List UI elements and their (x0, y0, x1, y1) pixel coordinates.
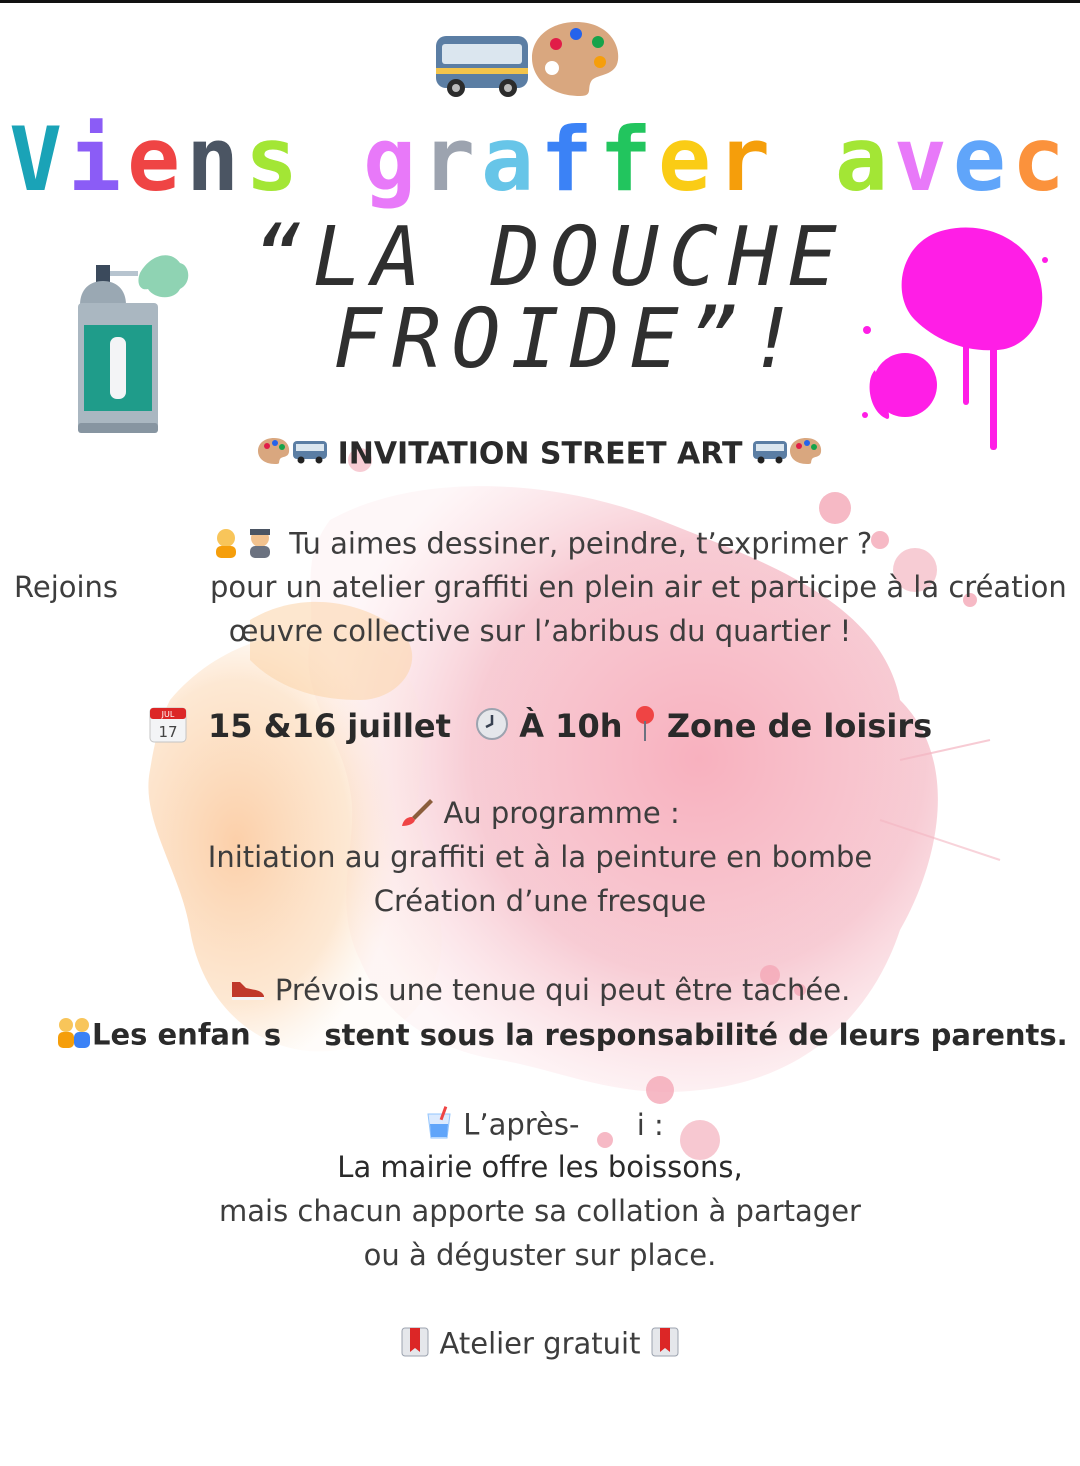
palette-icon (528, 18, 623, 100)
program-heading: Au programme : (443, 796, 680, 830)
bus-icon (752, 438, 788, 473)
intro-line-1: Tu aimes dessiner, peindre, t’exprimer ? (289, 526, 873, 561)
invitation-heading: INVITATION STREET ART (337, 436, 743, 472)
title-letter: r (716, 108, 776, 211)
title-letter: e (127, 108, 187, 211)
book-icon (400, 1326, 430, 1365)
title-line-1 (0, 108, 1080, 211)
program-heading-row (0, 796, 1080, 834)
bus-icon (432, 30, 532, 100)
intro-line-3: œuvre collective sur l’abribus du quartier ! (228, 614, 852, 648)
pin-icon (633, 705, 657, 751)
paintbrush-icon (400, 797, 434, 834)
program-item-2: Création d’une fresque (373, 884, 707, 918)
event-info-row (0, 704, 1080, 752)
kids-note-part-2: s (263, 1017, 282, 1052)
kids-note-row (56, 1016, 1068, 1057)
after-line-1: La mairie offre les boissons, (337, 1150, 743, 1184)
calendar-month-text: JUL (161, 710, 175, 719)
title-line-2: “LA DOUCHE (253, 210, 847, 305)
clock-icon (475, 707, 509, 749)
people-icon (210, 526, 280, 565)
after-heading-part-2: i : (636, 1107, 664, 1142)
intro-line-1-row (210, 526, 872, 565)
title-letter: e (657, 108, 717, 211)
palette-icon (256, 436, 292, 474)
event-dates: 15 &16 juillet (208, 707, 451, 745)
after-line-3: ou à déguster sur place. (363, 1238, 717, 1272)
outfit-note: Prévois une tenue qui peut être tachée. (274, 973, 851, 1007)
title-letter: f (598, 108, 658, 211)
free-workshop-label: Atelier gratuit (439, 1326, 641, 1361)
calendar-day-text: 17 (158, 723, 178, 741)
after-heading-part-1: L’après- (463, 1107, 580, 1142)
kids-note-part-3: stent sous la responsabilité de leurs parents. (324, 1017, 1068, 1052)
bus-icon (292, 438, 328, 473)
palette-icon (788, 436, 824, 474)
outfit-note-row (0, 973, 1080, 1009)
title-letter: n (186, 108, 246, 211)
invitation-heading-row (0, 436, 1080, 474)
title-letter (776, 108, 835, 211)
title-letter: a (834, 108, 894, 211)
spray-can-icon (70, 245, 195, 440)
title-letter: v (893, 108, 953, 211)
drink-icon (424, 1106, 454, 1147)
title-line-3: FROIDE”! (332, 292, 808, 387)
title-letter: f (540, 108, 599, 211)
after-line-2: mais chacun apporte sa collation à partager (219, 1194, 861, 1228)
after-heading-row (424, 1106, 664, 1147)
title-letter: c (1011, 108, 1071, 211)
shoe-icon (230, 975, 266, 1009)
program-item-1: Initiation au graffiti et à la peinture en bombe (207, 840, 873, 874)
title-letter (304, 108, 363, 211)
event-place: Zone de loisirs (666, 707, 933, 745)
title-letter: r (422, 108, 482, 211)
title-letter: a (481, 108, 540, 211)
intro-line-2: pour un atelier graffiti en plein air et participe à la création (210, 570, 1067, 604)
event-time: À 10h (519, 707, 623, 745)
title-letter: s (245, 108, 305, 211)
calendar-icon (148, 704, 188, 752)
title-letter: e (952, 108, 1012, 211)
rejoins-word: Rejoins (14, 570, 119, 604)
family-icon (56, 1016, 92, 1057)
kids-note-part-1: Les enfan (92, 1017, 251, 1052)
free-workshop-row (0, 1326, 1080, 1365)
title-letter: i (68, 108, 128, 211)
book-icon (650, 1326, 680, 1365)
title-letter: g (363, 108, 423, 211)
title-letter: V (9, 108, 69, 211)
paint-splatter-icon (855, 220, 1055, 460)
